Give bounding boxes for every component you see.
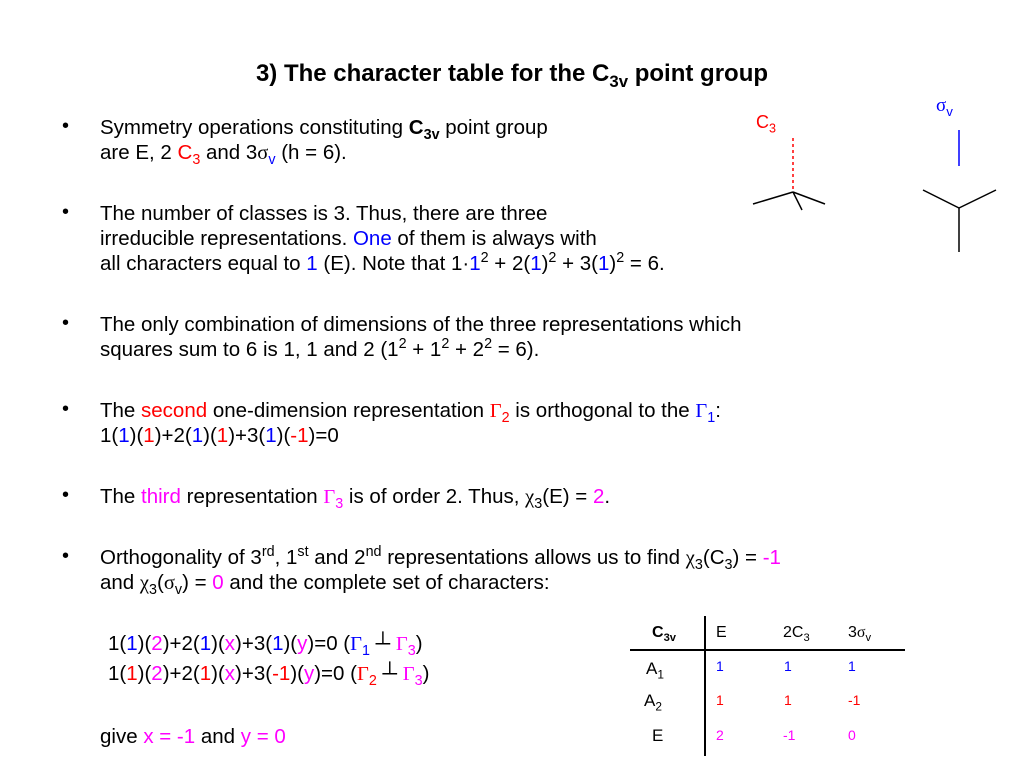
- bullet-1-marker: •: [62, 115, 70, 137]
- bullet-6-marker: •: [62, 545, 70, 567]
- table-row-label-a2: $A_2$: [644, 691, 662, 714]
- character-table: [622, 616, 912, 756]
- table-header-3sigmav: $3\sigma_v$: [848, 624, 872, 645]
- table-row-label-e: E: [652, 726, 664, 745]
- table-cell: 1: [716, 658, 724, 674]
- table-cell: 2: [716, 727, 724, 743]
- table-cell: 1: [784, 692, 792, 708]
- bullet-4-line-2: 1(1)(1)+2(1)(1)+3(1)(-1)=0: [100, 424, 339, 447]
- table-horizontal-rule: [630, 649, 905, 651]
- bullet-3-marker: •: [62, 312, 70, 334]
- table-cell: 0: [848, 727, 856, 743]
- equation-2: 1(1)(2)+2(1)(x)+3(-1)(y)=0 ($\Gamma_2$ ┴ $\Gamma_3$): [108, 662, 430, 690]
- table-vertical-rule: [704, 616, 706, 756]
- table-row-label-a1: $A_1$: [646, 659, 664, 682]
- bullet-3-line-1: The only combination of dimensions of the three representations which: [100, 313, 742, 336]
- bullet-2-marker: •: [62, 201, 70, 223]
- bullet-4-line-1: The second one-dimension representation $\Gamma_2$ is orthogonal to the $\Gamma_1$:: [100, 399, 721, 427]
- sigma-v-plane-label: $\sigma_v$: [936, 95, 953, 119]
- result-line: give x = -1 and y = 0: [100, 725, 286, 748]
- bullet-2-line-1: The number of classes is 3. Thus, there are three: [100, 202, 548, 225]
- table-cell: 1: [716, 692, 724, 708]
- bullet-6-line-2: and $\chi_3(\sigma_v) = 0$ and the complete set of characters:: [100, 571, 550, 599]
- bullet-6-line-1: Orthogonality of 3rd, 1st and 2nd representations allows us to find $\chi_3(C_3) = -1$: [100, 544, 781, 574]
- bullet-2-line-3: all characters equal to 1 (E). Note that $1\cdot 1^2 + 2(1)^2 + 3(1)^2 = 6$.: [100, 250, 665, 275]
- table-cell: -1: [848, 692, 861, 708]
- table-corner-label: $C_{3v}$: [652, 624, 677, 645]
- table-header-e: E: [716, 624, 727, 641]
- symmetry-diagrams: [740, 130, 1010, 260]
- bullet-5-marker: •: [62, 484, 70, 506]
- bullet-1-line-2: are E, 2 $C_3$ and $3\sigma_v$ (h = 6).: [100, 141, 347, 169]
- bullet-1-line-1: Symmetry operations constituting $C_{3v}$ point group: [100, 116, 548, 144]
- c3-axis-diagram: [753, 138, 825, 210]
- bullet-2-line-2: irreducible representations. One of them is always with: [100, 227, 597, 250]
- slide-title: 3) The character table for the $C_{3v}$ point group: [255, 60, 769, 91]
- bullet-3-line-2: squares sum to 6 is 1, 1 and 2 $(1^2 + 1^2 + 2^2 = 6)$.: [100, 336, 540, 361]
- table-cell: 1: [848, 658, 856, 674]
- bullet-4-marker: •: [62, 398, 70, 420]
- table-cell: -1: [783, 727, 796, 743]
- sigma-v-diagram: [923, 130, 996, 252]
- c3-axis-label: $C_3$: [756, 112, 777, 136]
- table-cell: 1: [784, 658, 792, 674]
- table-header-2c3: $2C_3$: [783, 624, 810, 645]
- bullet-5-line-1: The third representation $\Gamma_3$ is of order 2. Thus, $\chi_3(E) = 2$.: [100, 485, 611, 513]
- equation-1: 1(1)(2)+2(1)(x)+3(1)(y)=0 ($\Gamma_1$ ┴ $\Gamma_3$): [108, 632, 423, 660]
